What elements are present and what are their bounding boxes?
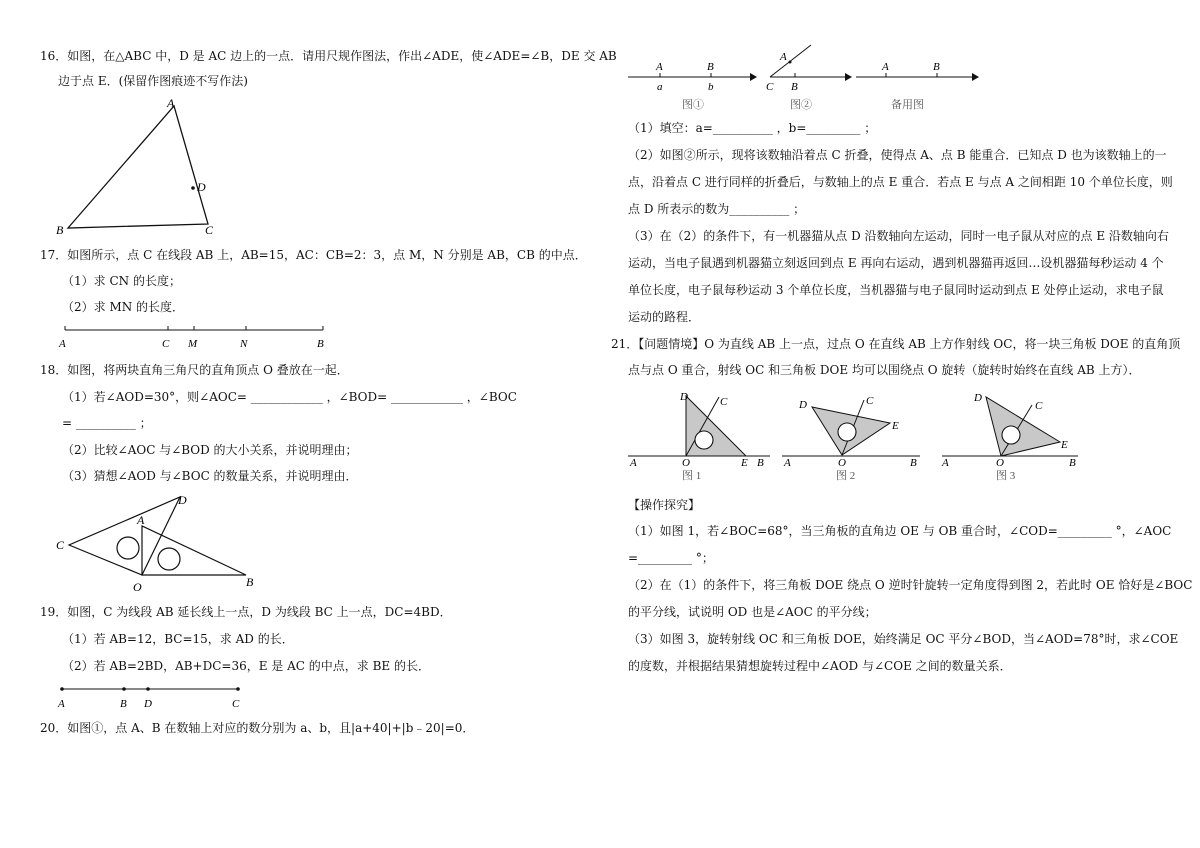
q20-fig3-label-A: A [882,61,889,73]
q21-part2-line1: （2）在（1）的条件下，将三角板 DOE 绕点 O 逆时针旋转一定角度得到图 2，若此时 OE 恰好是∠BOC [628,578,1193,592]
q17-text-line2: （1）求 CN 的长度； [62,274,181,288]
q19-label-D: D [144,698,152,710]
q18-label-C: C [56,538,65,552]
q21-part3-line1: （3）如图 3，旋转射线 OC 和三角板 DOE，始终满足 OC 平分∠BOD，当∠AOD=78°时，求∠COE [628,632,1179,646]
q21-fig3-label-A: A [942,457,949,469]
q20-part1: （1）填空：a=__________ ，b=_________ ； [628,121,877,135]
q18-triangles-figure [50,488,270,598]
q18-text-line3: = __________ ； [62,416,152,430]
q20-part3-line1: （3）在（2）的条件下，有一机器猫从点 D 沿数轴向左运动，同时一电子鼠从对应的点 E 沿数轴向右 [628,229,1169,243]
q18-text-line4: （2）比较∠AOC 与∠BOD 的大小关系，并说明理由； [62,443,358,457]
q20-part3-line3: 单位长度，电子鼠每秒运动 3 个单位长度，当机器猫与电子鼠同时运动到点 E 处停止运动，求电子鼠 [628,283,1164,297]
q20-part2-line3: 点 D 所表示的数为__________ ； [628,202,806,216]
q20-text-line1: 20．如图①，点 A、B 在数轴上对应的数分别为 a、b，且|a+40|+|b﹣20|=0． [40,721,475,735]
q19-label-C: C [232,698,240,710]
q21-fig1-label-B: B [757,457,764,469]
q17-label-C: C [162,338,170,350]
q21-part2-line2: 的平分线，试说明 OD 也是∠AOC 的平分线； [628,605,877,619]
q20-fig3-caption: 备用图 [891,99,924,111]
q20-fig2-label-B: B [791,81,798,93]
q18-text-line2: （1）若∠AOD=30°，则∠AOC= ____________ ，∠BOD= ____________ ，∠BOC [62,390,517,404]
q20-part3-line4: 运动的路程． [628,310,701,324]
q20-fig1-label-B: B [707,61,714,73]
q20-part3-line2: 运动，当电子鼠遇到机器猫立刻返回到点 E 再向右运动，遇到机器猫再返回…设机器猫每秒运动 4 个 [628,256,1164,270]
q19-text-line2: （1）若 AB=12，BC=15，求 AD 的长． [62,632,294,646]
q16-label-A: A [167,96,175,110]
q17-label-M: M [188,338,198,350]
q16-text-line1: 16．如图，在△ABC 中，D 是 AC 边上的一点．请用尺规作图法，作出∠ADE，使∠ADE=∠B，DE 交 AB [40,49,617,63]
q20-part2-line2: 点，沿着点 C 进行同样的折叠后，与数轴上的点 E 重合．若点 E 与点 A 之间相距 10 个单位长度，则 [628,175,1173,189]
q20-fig3-label-B: B [933,61,940,73]
q17-label-N: N [240,338,248,350]
q16-label-B: B [56,223,64,236]
q17-segment-figure [55,322,345,352]
q21-fig2-label-B: B [910,457,917,469]
q21-fig2-label-E: E [892,420,899,432]
q20-number-line-figures [620,42,990,114]
q20-part2-line1: （2）如图②所示，现将该数轴沿着点 C 折叠，使得点 A、点 B 能重合．已知点 D 也为该数轴上的一 [628,148,1167,162]
q19-label-B: B [120,698,127,710]
q21-fig3-caption: 图 3 [996,470,1016,482]
q21-fig2-caption: 图 2 [836,470,856,482]
q21-fig2-label-A: A [784,457,791,469]
q21-fig2-label-C: C [866,395,874,407]
q20-fig2-caption: 图② [790,99,812,111]
q21-fig1-label-A: A [630,457,637,469]
q18-text-line5: （3）猜想∠AOD 与∠BOC 的数量关系，并说明理由． [62,469,358,483]
q21-fig2-label-D: D [799,399,807,411]
q20-fig1-caption: 图① [682,99,704,111]
q16-label-C: C [205,223,214,236]
q21-text-line1: 21．【问题情境】O 为直线 AB 上一点，过点 O 在直线 AB 上方作射线 OC，将一块三角板 DOE 的直角顶 [611,337,1181,351]
q16-text-line2: 边于点 E．(保留作图痕迹不写作法) [58,74,248,88]
q17-label-A: A [59,338,66,350]
q17-text-line3: （2）求 MN 的长度． [62,300,185,314]
q20-fig1-label-A: A [656,61,663,73]
q17-text-line1: 17．如图所示，点 C 在线段 AB 上，AB=15，AC：CB=2：3，点 M，N 分别是 AB，CB 的中点． [40,248,587,262]
q18-text-line1: 18．如图，将两块直角三角尺的直角顶点 O 叠放在一起． [40,363,349,377]
q18-label-B: B [246,575,254,589]
q21-fig1-caption: 图 1 [682,470,702,482]
q21-fig2-label-O: O [838,457,846,469]
q21-fig3-label-E: E [1061,439,1068,451]
q18-label-O: O [133,580,142,594]
q20-fig1-label-a: a [657,81,663,93]
q21-fig3-label-O: O [996,457,1004,469]
q21-fig1-label-D: D [680,391,688,403]
q17-label-B: B [317,338,324,350]
q21-fig3-label-B: B [1069,457,1076,469]
q18-label-D: D [178,493,187,507]
q19-segment-figure [54,682,254,712]
q21-section-heading: 【操作探究】 [628,498,701,512]
q19-text-line1: 19．如图，C 为线段 AB 延长线上一点，D 为线段 BC 上一点，DC=4BD． [40,605,452,619]
q21-part3-line2: 的度数，并根据结果猜想旋转过程中∠AOD 与∠COE 之间的数量关系． [628,659,1012,673]
q21-fig1-label-E: E [741,457,748,469]
q19-label-A: A [58,698,65,710]
q20-fig2-label-C: C [766,81,774,93]
q16-label-D: D [197,180,206,194]
q16-triangle-figure [50,94,230,236]
q21-fig1-label-C: C [720,396,728,408]
q21-part1-line2: =_________ °； [628,551,714,565]
q18-label-A: A [137,513,145,527]
q21-rotation-figures [620,385,1090,483]
q21-fig1-label-O: O [682,457,690,469]
q20-fig1-label-b: b [708,81,714,93]
q21-fig3-label-D: D [974,392,982,404]
q21-part1-line1: （1）如图 1，若∠BOC=68°，当三角板的直角边 OE 与 OB 重合时，∠COD=_________ °，∠AOC [628,524,1172,538]
q19-text-line3: （2）若 AB=2BD，AB+DC=36，E 是 AC 的中点，求 BE 的长． [62,659,430,673]
q21-fig3-label-C: C [1035,400,1043,412]
q21-text-line2: 点与点 O 重合，射线 OC 和三角板 DOE 均可以围绕点 O 旋转（旋转时始终在直线 AB 上方）． [628,363,1141,377]
q20-fig2-label-A: A [780,51,787,63]
